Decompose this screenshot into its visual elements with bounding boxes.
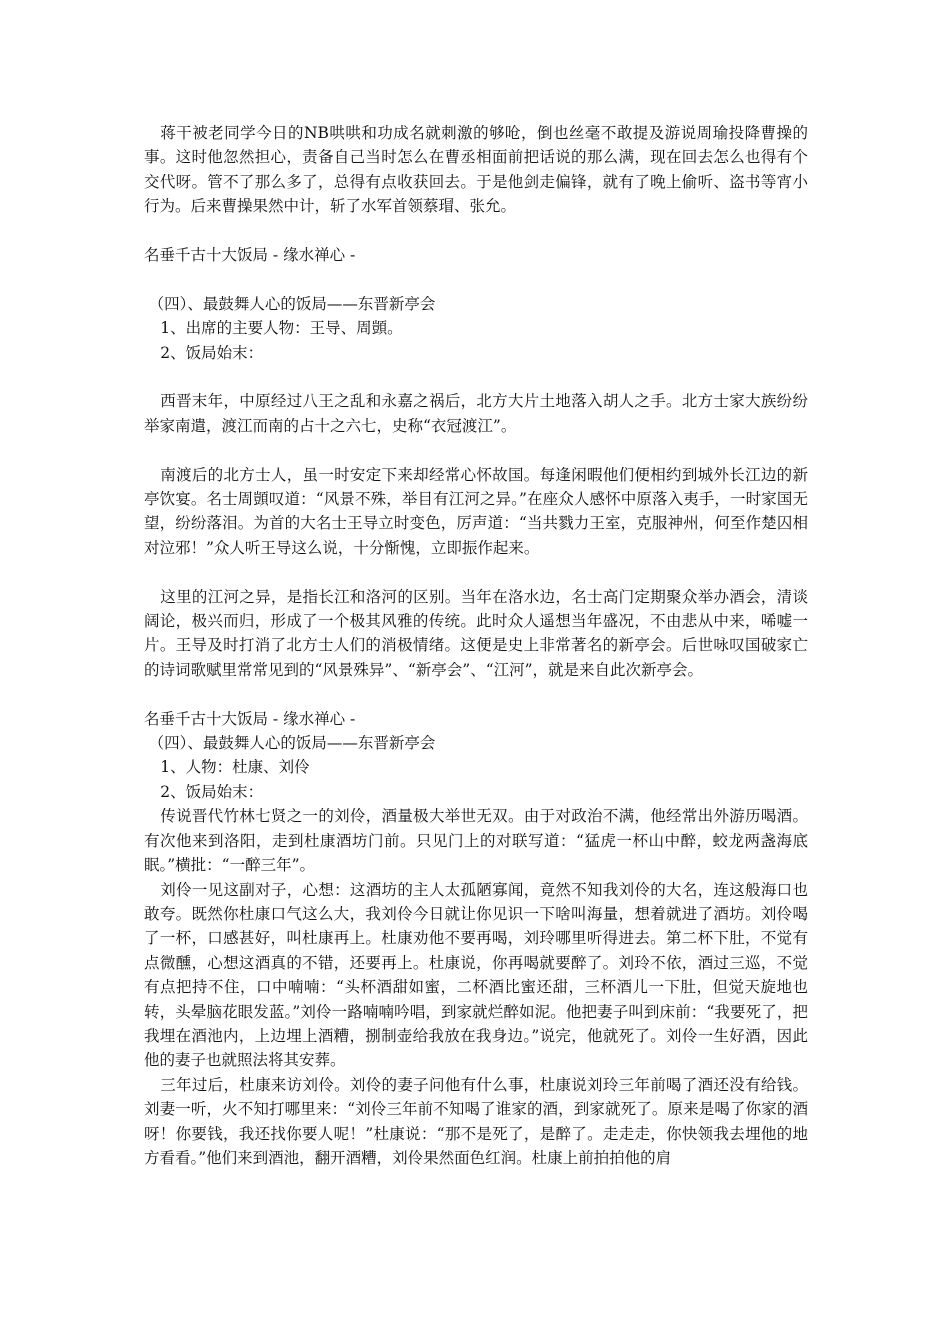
paragraph-gap [144,219,808,243]
paragraph-liu-ling-intro: 传说晋代竹林七贤之一的刘伶，酒量极大举世无双。由于对政治不满，他经常出外游历喝酒。有次他来到洛阳，走到杜康酒坊门前。只见门上的对联写道：“猛虎一杯山中醉，蛟龙两盏海底眠。”横批：“一醉三年”。 [144,807,808,875]
section-title: （四）、最鼓舞人心的饭局——东晋新亭会 [148,294,436,313]
section-heading: 名垂千古十大饭局 - 缘水禅心 - [144,709,356,728]
paragraph-liu-ling-drinking: 刘伶一见这副对子，心想：这酒坊的主人太孤陋寡闻，竟然不知我刘伶的大名，连这般海口也敢夸。既然你杜康口气这么大，我刘伶今日就让你见识一下啥叫海量，想着就进了酒坊。刘伶喝了一杯，口感甚好，叫杜康再上。杜康劝他不要再喝，刘玲哪里听得进去。第二杯下肚，不觉有点微醺，心想这酒真的不错，还要再上。杜康说，你再喝就要醉了。刘玲不依，酒过三巡，不觉有点把持不住，口中喃喃：“头杯酒甜如蜜，二杯酒比蜜还甜，三杯酒儿一下肚，但觉天旋地也转，头晕脑花眼发蓝。”刘伶一路喃喃吟唱，到家就烂醉如泥。他把妻子叫到床前：“我要死了，把我埋在酒池内，上边埋上酒糟，捌制壶给我放在我身边。”说完，他就死了。刘伶一生好酒，因此他的妻子也就照法将其安葬。 [144,880,808,1070]
section-heading: 名垂千古十大饭局 - 缘水禅心 - [144,246,356,265]
paragraph-three-years-later: 三年过后，杜康来访刘伶。刘伶的妻子问他有什么事，杜康说刘玲三年前喝了酒还没有给钱。刘妻一听，火不知打哪里来：“刘伶三年前不知喝了谁家的酒，到家就死了。原来是喝了你家的酒呀！你要钱，我还找你要人呢！”杜康说：“那不是死了，是醉了。走走走，你快领我去埋他的地方看看。”他们来到酒池，翻开酒糟，刘伶果然面色红润。杜康上前拍拍他的肩 [144,1075,808,1167]
list-item-attendees: 1、出席的主要人物：王导、周顗。 [160,319,403,338]
list-item-story-label: 2、饭局始末： [160,782,264,801]
document-body [144,121,808,1170]
paragraph-western-jin: 西晋末年，中原经过八王之乱和永嘉之祸后，北方大片土地落入胡人之手。北方士家大族纷纷举家南遣，渡江而南的占十之六七，史称“衣冠渡江”。 [144,392,808,435]
paragraph-jiang-gan: 蒋干被老同学今日的NB哄哄和功成名就刺激的够呛，倒也丝毫不敢提及游说周瑜投降曹操的事。这时他忽然担心，责备自己当时怎么在曹丞相面前把话说的那么满，现在回去怎么也得有个交代呀。管不了那么多了，总得有点收获回去。于是他剑走偏锋，就有了晚上偷听、盗书等宵小行为。后来曹操果然中计，斩了水军首领蔡瑁、张允。 [144,124,808,216]
paragraph-xinting-feast: 南渡后的北方士人，虽一时安定下来却经常心怀故国。每逢闲暇他们便相约到城外长江边的新亭饮宴。名士周顗叹道：“风景不殊，举目有江河之异。”在座众人感怀中原落入夷手，一时家国无望，纷纷落泪。为首的大名士王导立时变色，厉声道：“当共戮力王室，克服神州，何至作楚囚相对泣邪！”众人听王导这么说，十分惭愧，立即振作起来。 [144,465,808,557]
paragraph-gap [144,682,808,706]
paragraph-gap [144,438,808,462]
paragraph-gap [144,560,808,584]
list-item-story-label: 2、饭局始末： [160,343,264,362]
paragraph-gap [144,267,808,291]
paragraph-rivers: 这里的江河之异，是指长江和洛河的区别。当年在洛水边，名士高门定期聚众举办酒会，清谈阔论，极兴而归，形成了一个极其风雅的传统。此时众人遥想当年盛况，不由悲从中来，唏嘘一片。王导及时打消了北方士人们的消极情绪。这便是史上非常著名的新亭会。后世咏叹国破家亡的诗词歌赋里常常见到的“风景殊异”、“新亭会”、“江河”，就是来自此次新亭会。 [144,587,808,679]
paragraph-gap [144,365,808,389]
section-title: （四）、最鼓舞人心的饭局——东晋新亭会 [148,734,436,753]
list-item-characters: 1、人物：杜康、刘伶 [160,758,310,777]
